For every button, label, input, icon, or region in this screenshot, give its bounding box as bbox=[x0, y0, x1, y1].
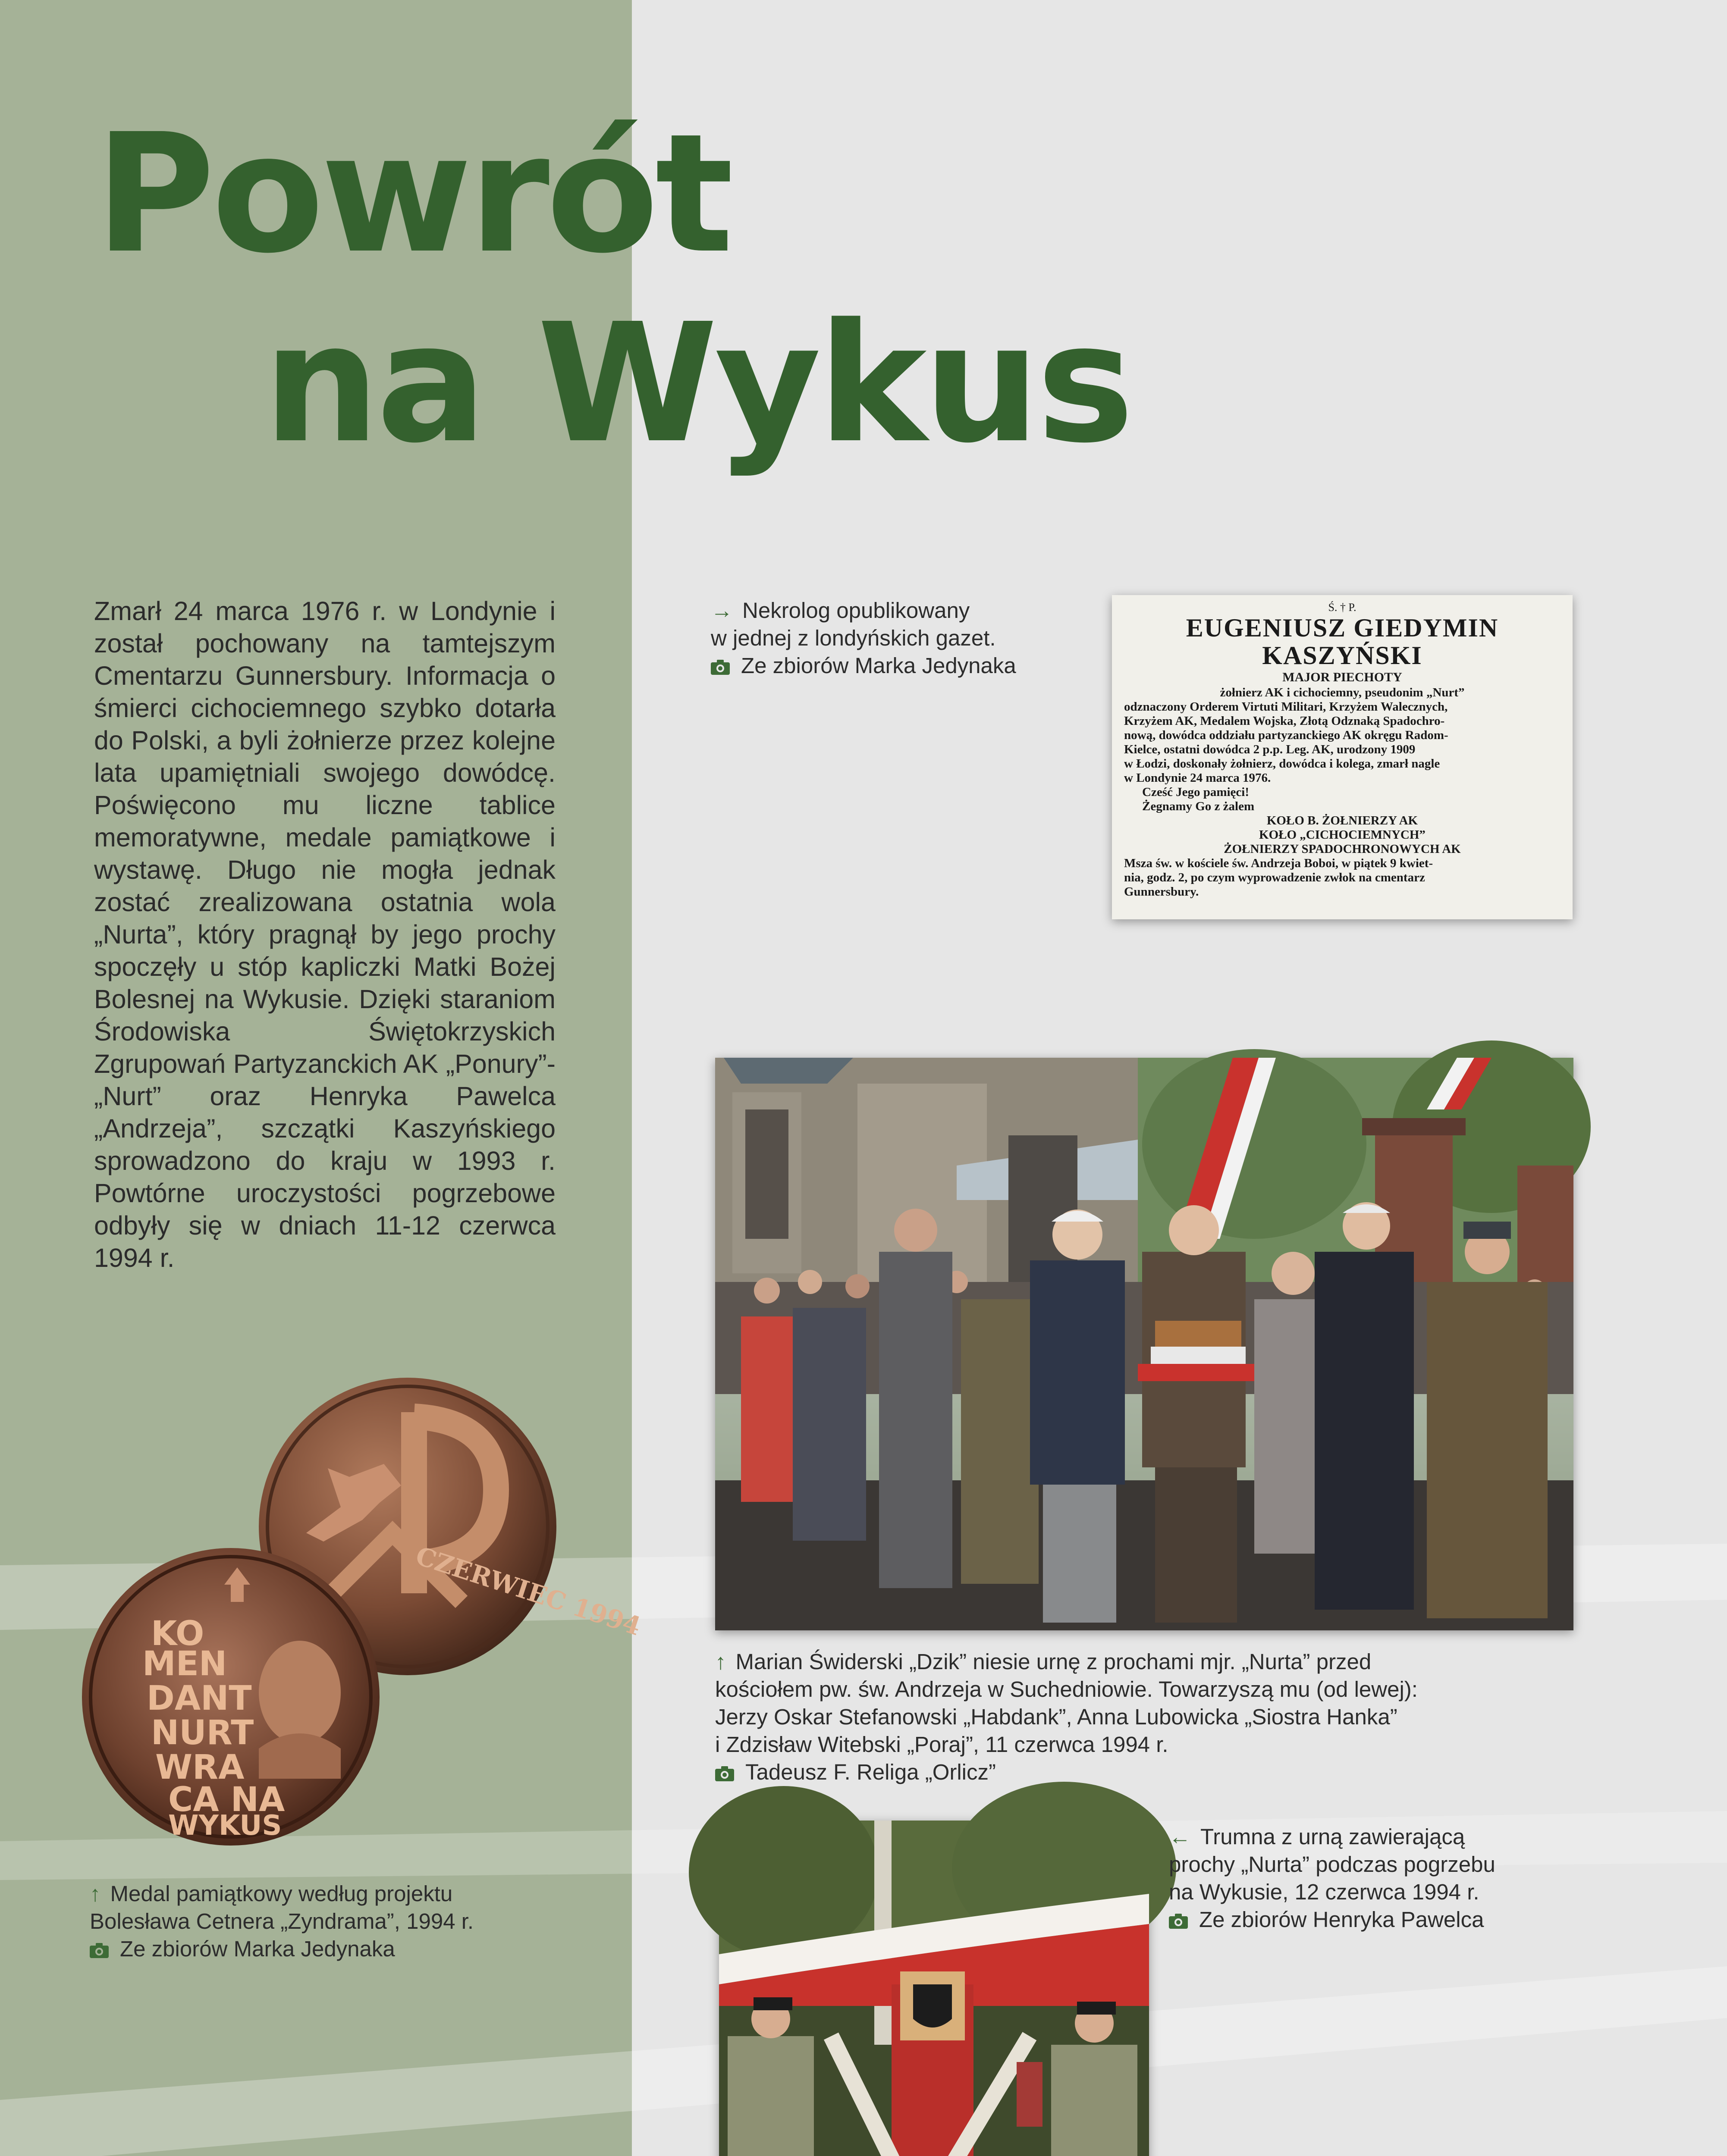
body-paragraph: Zmarł 24 marca 1976 r. w Londynie i został pochowany na tamtejszym Cmentarzu Gunnersbury. Informacja o śmierci cichociemnego szybko dotarła do Polski, a byli żołnierze przez kolejne lata upamiętniali swojego dowódcę. Poświęcono mu liczne tablice memoratywne, medale pamiątkowe i wystawę. Długo nie mogła jednak zostać zrealizowana ostatnia wola „Nurta”, który pragnął by jego prochy spoczęły u stóp kapliczki Matki Bożej Bolesnej na Wykusie. Dzięki staraniom Środowiska Świętokrzyskich Zgrupowań Partyzanckich AK „Ponury”-„Nurt” oraz Henryka Pawelca „Andrzeja”, szczątki Kaszyńskiego sprowadzono do kraju w 1993 r. Powtórne uroczystości pogrzebowe odbyły się w dniach 11-12 czerwca 1994 r. bbox=[94, 596, 556, 1272]
arrow-up-icon: ↑ bbox=[715, 1649, 726, 1674]
procession-caption-line: i Zdzisław Witebski „Poraj”, 11 czerwca 1994 r. bbox=[715, 1732, 1168, 1757]
coffin-caption-line: prochy „Nurta” podczas pogrzebu bbox=[1169, 1852, 1495, 1877]
camera-icon bbox=[711, 654, 730, 681]
medal-inscription-word: KO bbox=[151, 1614, 204, 1653]
procession-caption-line: Marian Świderski „Dzik” niesie urnę z prochami mjr. „Nurta” przed bbox=[735, 1649, 1372, 1674]
obit-line: Msza św. w kościele św. Andrzeja Boboi, w piątek 9 kwiet- bbox=[1124, 856, 1433, 870]
procession-credit: Tadeusz F. Religa „Orlicz” bbox=[745, 1760, 996, 1784]
procession-caption bbox=[715, 1648, 1418, 1788]
title-line-2: na Wykus bbox=[263, 288, 1131, 479]
obit-line: żołnierz AK i cichociemny, pseudonim „Nurt” bbox=[1220, 686, 1465, 699]
medal-caption-line: Bolesława Cetnera „Zyndrama”, 1994 r. bbox=[90, 1909, 474, 1934]
medal-inscription-word: NURT bbox=[151, 1714, 254, 1752]
obituary-clipping bbox=[1112, 595, 1573, 919]
medal-image bbox=[82, 1378, 644, 1856]
obit-line: Krzyżem AK, Medalem Wojska, Złotą Odznaką Spadochro- bbox=[1124, 714, 1445, 728]
obit-line: KOŁO B. ŻOŁNIERZY AK bbox=[1266, 814, 1418, 827]
coffin-credit: Ze zbiorów Henryka Pawelca bbox=[1199, 1907, 1484, 1932]
coffin-caption-line: na Wykusie, 12 czerwca 1994 r. bbox=[1169, 1880, 1479, 1904]
camera-icon bbox=[715, 1760, 734, 1788]
obit-line: Cześć Jego pamięci! bbox=[1142, 785, 1250, 799]
obit-line: Kielce, ostatni dowódca 2 p.p. Leg. AK, urodzony 1909 bbox=[1124, 743, 1416, 756]
obituary-caption bbox=[711, 597, 1016, 681]
medal-inscription-word: MEN bbox=[142, 1645, 227, 1683]
medal-credit: Ze zbiorów Marka Jedynaka bbox=[120, 1937, 395, 1961]
procession-photo bbox=[715, 1058, 1573, 1630]
medal-inscription-word: WYKUS bbox=[168, 1810, 282, 1842]
obit-name: EUGENIUSZ GIEDYMIN KASZYŃSKI bbox=[1186, 614, 1499, 670]
obit-line: odznaczony Orderem Virtuti Militari, Krzyżem Walecznych, bbox=[1124, 700, 1448, 714]
coffin-caption-line: Trumna z urną zawierającą bbox=[1200, 1824, 1465, 1849]
procession-caption-line: kościołem pw. św. Andrzeja w Suchedniowie. Towarzyszą mu (od lewej): bbox=[715, 1677, 1418, 1702]
arrow-left-icon: ← bbox=[1169, 1824, 1191, 1849]
medal-inscription-word: DANT bbox=[147, 1679, 252, 1718]
medal-inscription-word: CA NA bbox=[168, 1780, 285, 1819]
obit-line: nia, godz. 2, po czym wyprowadzenie zwłok na cmentarz bbox=[1124, 871, 1425, 884]
obit-header: Ś. † P. bbox=[1328, 601, 1356, 614]
obit-line: w Łodzi, doskonały żołnierz, dowódca i kolega, zmarł nagle bbox=[1124, 757, 1440, 771]
obit-line: Gunnersbury. bbox=[1124, 885, 1199, 899]
obit-line: nową, dowódca oddziału partyzanckiego AK okręgu Radom- bbox=[1124, 728, 1448, 742]
procession-caption-line: Jerzy Oskar Stefanowski „Habdank”, Anna Lubowicka „Siostra Hanka” bbox=[715, 1705, 1397, 1729]
coffin-photo bbox=[719, 1821, 1149, 2156]
obit-line: w Londynie 24 marca 1976. bbox=[1124, 771, 1271, 785]
arrow-right-icon: → bbox=[711, 598, 733, 623]
camera-icon bbox=[90, 1937, 109, 1965]
medal-caption bbox=[90, 1880, 474, 1965]
coffin-caption bbox=[1169, 1823, 1495, 1935]
obit-line: ŻOŁNIERZY SPADOCHRONOWYCH AK bbox=[1224, 842, 1461, 856]
medal-back-inscription: CZERWIEC 1994 bbox=[412, 1541, 644, 1642]
camera-icon bbox=[1169, 1908, 1188, 1935]
obituary-caption-line: w jednej z londyńskich gazet. bbox=[711, 626, 996, 650]
medal-caption-line: Medal pamiątkowy według projektu bbox=[110, 1881, 453, 1906]
title-line-1: Powrót bbox=[95, 98, 730, 289]
arrow-up-icon: ↑ bbox=[90, 1881, 101, 1906]
obit-rank: MAJOR PIECHOTY bbox=[1282, 670, 1402, 684]
obituary-credit: Ze zbiorów Marka Jedynaka bbox=[741, 653, 1016, 678]
obituary-caption-line: Nekrolog opublikowany bbox=[742, 598, 970, 623]
medal-inscription-word: WRA bbox=[155, 1748, 245, 1787]
obit-line: KOŁO „CICHOCIEMNYCH” bbox=[1259, 828, 1426, 842]
obit-line: Żegnamy Go z żalem bbox=[1142, 799, 1255, 813]
page-title bbox=[95, 99, 1131, 479]
